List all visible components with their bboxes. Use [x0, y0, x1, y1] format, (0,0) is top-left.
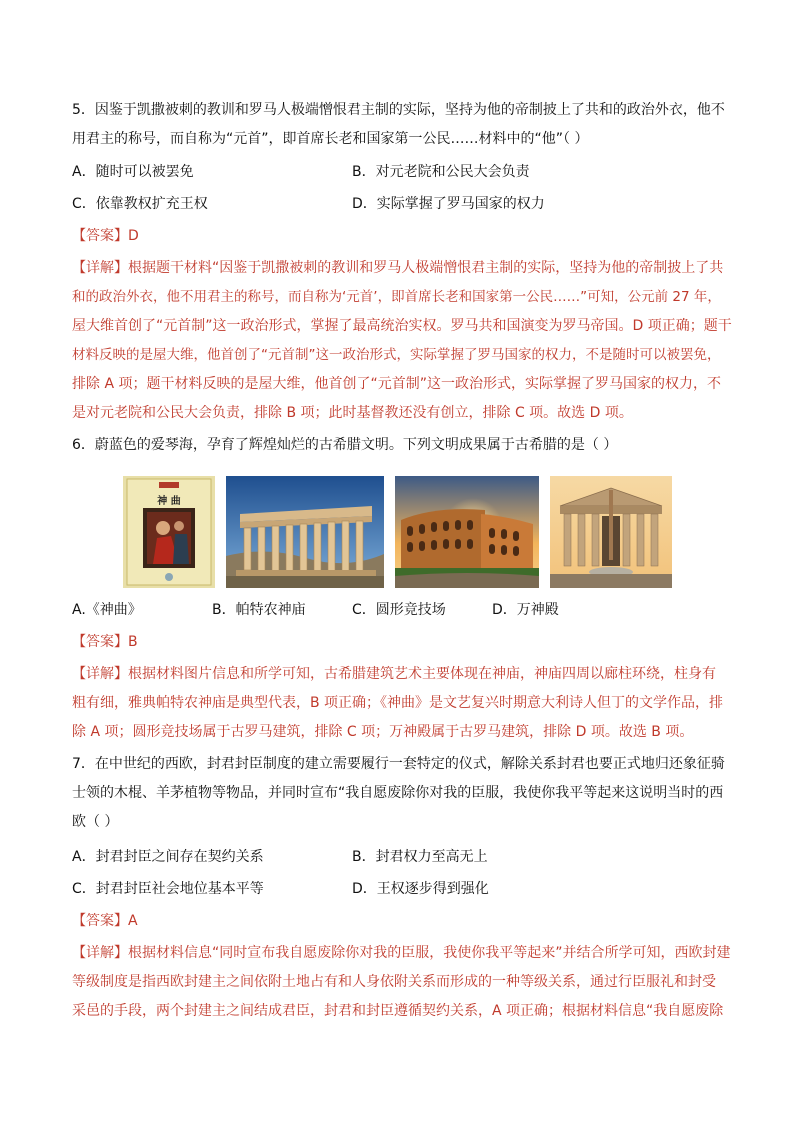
- q5-detail-line: 是对元老院和公民大会负责，排除 B 项；此时基督教还没有创立，排除 C 项。故选 D 项。: [72, 405, 633, 421]
- q7-stem-line-1: 7．在中世纪的西欧，封君封臣制度的建立需要履行一套特定的仪式，解除关系封君也要正式地归还象征骑: [72, 756, 725, 772]
- q6-detail-line: 【详解】根据材料图片信息和所学可知，古希腊建筑艺术主要体现在神庙，神庙四周以廊柱环绕，柱身有: [72, 666, 716, 682]
- pantheon-image: [550, 476, 672, 588]
- q7-detail-line: 采邑的手段，两个封建主之间结成君臣，封君和封臣遵循契约关系，A 项正确；根据材料信息“我自愿废除: [72, 1003, 724, 1019]
- q5-option-d: D．实际掌握了罗马国家的权力: [352, 196, 545, 212]
- q6-option-c: C．圆形竞技场: [352, 602, 446, 618]
- q6-option-d: D．万神殿: [492, 602, 559, 618]
- q5-stem-line-1: 5．因鉴于凯撒被刺的教训和罗马人极端憎恨君主制的实际，坚持为他的帝制披上了共和的政治外衣，他不: [72, 102, 725, 118]
- q5-option-b: B．对元老院和公民大会负责: [352, 164, 530, 180]
- q5-detail-line: 屋大维首创了“元首制”这一政治形式，掌握了最高统治实权。罗马共和国演变为罗马帝国。D 项正确；题干: [72, 318, 732, 334]
- q7-stem-line-2: 士领的木棍、羊茅植物等物品，并同时宣布“我自愿废除你对我的臣服，我使你我平等起来这说明当时的西: [72, 785, 724, 801]
- q6-stem: 6．蔚蓝色的爱琴海，孕育了辉煌灿烂的古希腊文明。下列文明成果属于古希腊的是（ ）: [72, 437, 618, 453]
- colosseum-image: [395, 476, 539, 588]
- q7-detail-line: 等级制度是指西欧封建主之间依附土地占有和人身依附关系而形成的一种等级关系，通过行臣服礼和封受: [72, 974, 716, 990]
- q5-detail-line: 排除 A 项；题干材料反映的是屋大维，他首创了“元首制”这一政治形式，实际掌握了罗马国家的权力，不: [72, 376, 721, 392]
- parthenon-image: [226, 476, 384, 588]
- q7-detail-line: 【详解】根据材料信息“同时宣布我自愿废除你对我的臣服，我使你我平等起来”并结合所学可知，西欧封建: [72, 945, 731, 961]
- q7-option-d: D．王权逐步得到强化: [352, 881, 489, 897]
- q7-option-c: C．封君封臣社会地位基本平等: [72, 881, 264, 897]
- q6-option-a: A.《神曲》: [72, 602, 142, 618]
- q5-option-c: C．依靠教权扩充王权: [72, 196, 208, 212]
- q7-option-a: A．封君封臣之间存在契约关系: [72, 849, 264, 865]
- q6-answer: 【答案】B: [72, 634, 138, 650]
- q7-stem-line-3: 欧（ ）: [72, 814, 119, 830]
- q5-answer: 【答案】D: [72, 228, 139, 244]
- q5-detail-line: 和的政治外衣，他不用君主的称号，而自称为‘元首’，即首席长老和国家第一公民……”可知，公元前 27 年，: [72, 289, 721, 305]
- q5-detail-line: 【详解】根据题干材料“因鉴于凯撒被刺的教训和罗马人极端憎恨君主制的实际，坚持为他的帝制披上了共: [72, 260, 724, 276]
- divine-comedy-book-image: [123, 476, 215, 588]
- q6-detail-line: 除 A 项；圆形竞技场属于古罗马建筑，排除 C 项；万神殿属于古罗马建筑，排除 D 项。故选 B 项。: [72, 724, 694, 740]
- q7-answer: 【答案】A: [72, 913, 138, 929]
- book-title: 神 曲: [157, 496, 181, 507]
- q5-stem-line-2: 用君主的称号，而自称为“元首”，即首席长老和国家第一公民……材料中的“他”（ ）: [72, 131, 589, 147]
- q6-detail-line: 粗有细，雅典帕特农神庙是典型代表，B 项正确；《神曲》是文艺复兴时期意大利诗人但丁的文学作品，排: [72, 695, 724, 711]
- q7-option-b: B．封君权力至高无上: [352, 849, 488, 865]
- q5-option-a: A．随时可以被罢免: [72, 164, 194, 180]
- q5-detail-line: 材料反映的是屋大维，他首创了“元首制”这一政治形式，实际掌握了罗马国家的权力，不是随时可以被罢免，: [72, 347, 721, 363]
- q6-option-b: B．帕特农神庙: [212, 602, 306, 618]
